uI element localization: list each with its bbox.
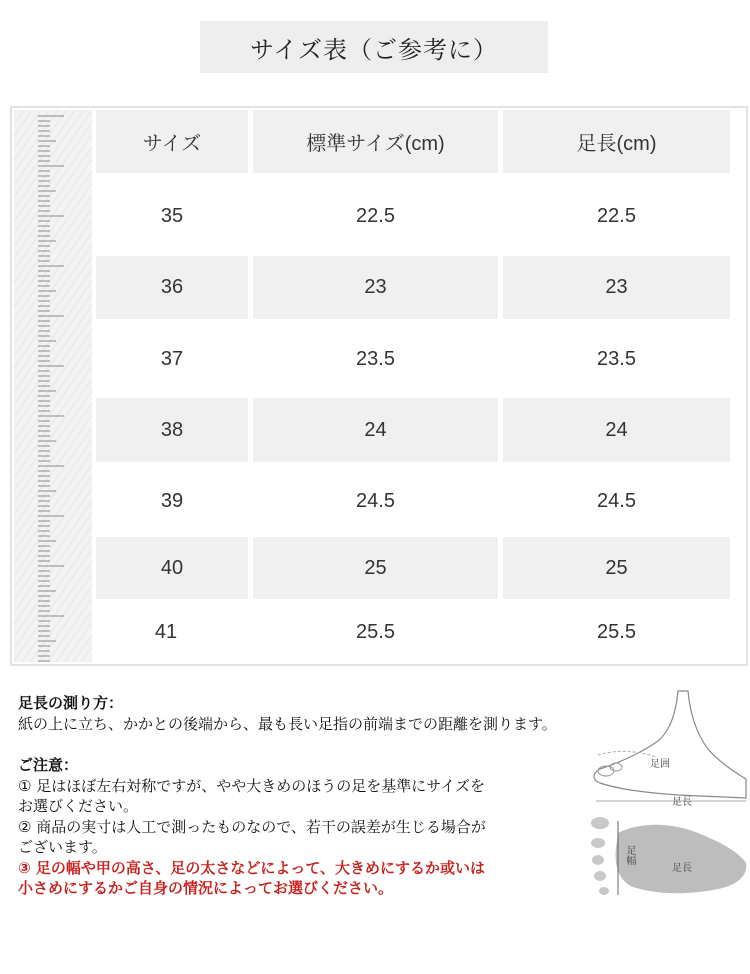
row-36-standard: 23 bbox=[253, 256, 498, 319]
row-38-size: 38 bbox=[96, 398, 248, 462]
note-2-line-1: ② 商品の実寸は人工で測ったものなので、若干の誤差が生じる場合が bbox=[18, 817, 486, 836]
note-1-line-2: お選びください。 bbox=[18, 797, 139, 815]
row-35-size: 35 bbox=[160, 204, 184, 227]
girth-label: 足囲 bbox=[650, 759, 670, 770]
note-2-line-2: ございます。 bbox=[18, 838, 107, 856]
measure-heading: 足長の測り方： bbox=[18, 694, 124, 712]
row-41-foot: 25.5 bbox=[597, 620, 636, 643]
row-39-size: 39 bbox=[160, 489, 184, 512]
toe-print-1 bbox=[591, 817, 609, 829]
row-37-standard: 23.5 bbox=[356, 347, 395, 370]
row-41-standard: 25.5 bbox=[356, 620, 395, 643]
row-40-standard: 25 bbox=[253, 537, 498, 599]
row-37-foot: 23.5 bbox=[597, 347, 636, 370]
row-36-size: 36 bbox=[96, 256, 248, 319]
row-39-foot: 24.5 bbox=[597, 489, 636, 512]
toe-print-4 bbox=[594, 871, 606, 881]
foot-illustration bbox=[578, 683, 748, 923]
note-1-line-1: ① 足はほぼ左右対称ですが、やや大きめのほうの足を基準にサイズを bbox=[18, 776, 486, 795]
width-label: 足幅 bbox=[624, 845, 635, 865]
length-label-print: 足長 bbox=[672, 863, 692, 874]
note-3-line-1: ③ 足の幅や甲の高さ、足の太さなどによって、大きめにするか或いは bbox=[18, 858, 486, 877]
ruler-ticks bbox=[14, 110, 92, 662]
header-size: サイズ bbox=[96, 110, 248, 173]
row-36-foot: 23 bbox=[503, 256, 730, 319]
row-38-foot: 24 bbox=[503, 398, 730, 462]
foot-side-outline bbox=[594, 691, 746, 798]
girth-line bbox=[598, 751, 656, 757]
ruler-decoration bbox=[14, 110, 92, 662]
row-39-standard: 24.5 bbox=[356, 489, 395, 512]
row-35-standard: 22.5 bbox=[356, 204, 395, 227]
row-40-size: 40 bbox=[96, 537, 248, 599]
note-3-line-2: 小さめにするかご自身の情況によってお選びください。 bbox=[18, 879, 394, 897]
row-38-standard: 24 bbox=[253, 398, 498, 462]
notes-section bbox=[18, 693, 658, 899]
toe-print-3 bbox=[592, 855, 604, 865]
foot-measure-figure bbox=[578, 683, 748, 923]
row-41-size: 41 bbox=[154, 620, 178, 643]
caution-heading: ご注意： bbox=[18, 756, 79, 774]
toe-print-2 bbox=[591, 838, 605, 848]
toe-print-5 bbox=[599, 887, 609, 895]
row-40-foot: 25 bbox=[503, 537, 730, 599]
page-title: サイズ表（ご参考に） bbox=[200, 21, 548, 73]
header-standard-size: 標準サイズ(cm) bbox=[253, 110, 498, 173]
length-label: 足長 bbox=[672, 797, 692, 808]
row-37-size: 37 bbox=[160, 347, 184, 370]
header-foot-length: 足長(cm) bbox=[503, 110, 730, 173]
row-35-foot: 22.5 bbox=[597, 204, 636, 227]
measure-text: 紙の上に立ち、かかとの後端から、最も長い足指の前端までの距離を測ります。 bbox=[18, 714, 557, 733]
